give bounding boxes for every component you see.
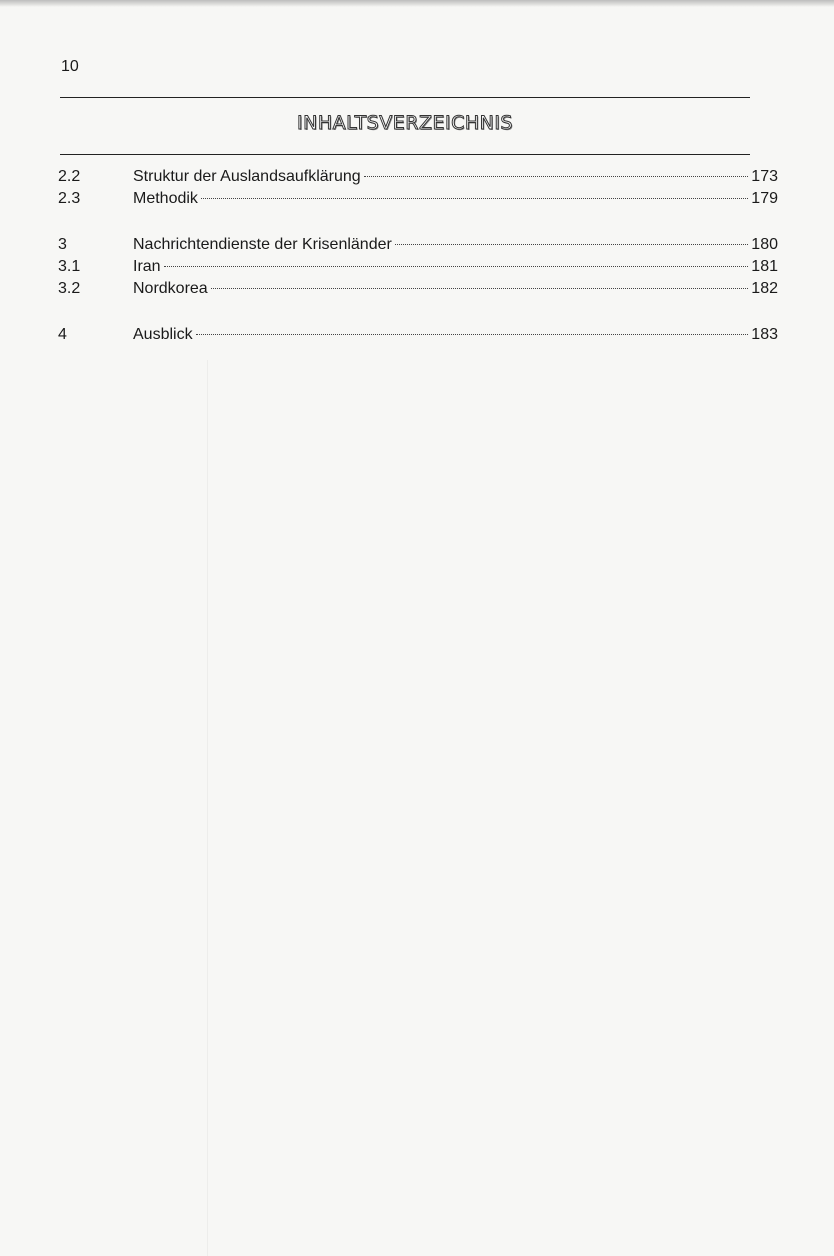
toc-entry-number: 2.3 — [58, 190, 81, 207]
toc-entry-title: Nordkorea — [133, 280, 208, 297]
toc-entry[interactable] — [58, 278, 778, 300]
header-rule-bottom — [60, 154, 750, 155]
toc-entry-number: 2.2 — [58, 168, 81, 185]
page-header-title: INHALTSVERZEICHNIS — [297, 112, 513, 134]
toc-entry-number: 4 — [58, 326, 67, 343]
toc-entry-page: 180 — [751, 236, 778, 253]
header-rule-top — [60, 97, 750, 98]
toc-dot-leader — [211, 288, 749, 289]
toc-entry-number: 3.2 — [58, 280, 81, 297]
toc-entry-page: 181 — [751, 258, 778, 275]
toc-entry-page: 182 — [751, 280, 778, 297]
toc-entry[interactable] — [58, 324, 778, 346]
toc-entry-title: Iran — [133, 258, 161, 275]
toc-entry-number: 3.1 — [58, 258, 81, 275]
toc-dot-leader — [196, 334, 749, 335]
scan-fold-line — [207, 360, 208, 1256]
toc-dot-leader — [395, 244, 748, 245]
toc-entry-number: 3 — [58, 236, 67, 253]
toc-entry-page: 173 — [751, 168, 778, 185]
toc-dot-leader — [201, 198, 748, 199]
toc-entry-title: Nachrichtendienste der Krisenländer — [133, 236, 392, 253]
toc-entry[interactable] — [58, 166, 778, 188]
scan-edge — [0, 0, 834, 7]
toc-entry[interactable] — [58, 188, 778, 210]
toc-entry-title: Ausblick — [133, 326, 193, 343]
toc-entry[interactable] — [58, 256, 778, 278]
toc-dot-leader — [164, 266, 749, 267]
toc-dot-leader — [364, 176, 749, 177]
table-of-contents — [58, 166, 778, 346]
toc-entry-page: 183 — [751, 326, 778, 343]
toc-entry-page: 179 — [751, 190, 778, 207]
toc-entry-title: Struktur der Auslandsaufklärung — [133, 168, 361, 185]
toc-entry[interactable] — [58, 234, 778, 256]
toc-entry-title: Methodik — [133, 190, 198, 207]
page-number: 10 — [61, 58, 79, 75]
